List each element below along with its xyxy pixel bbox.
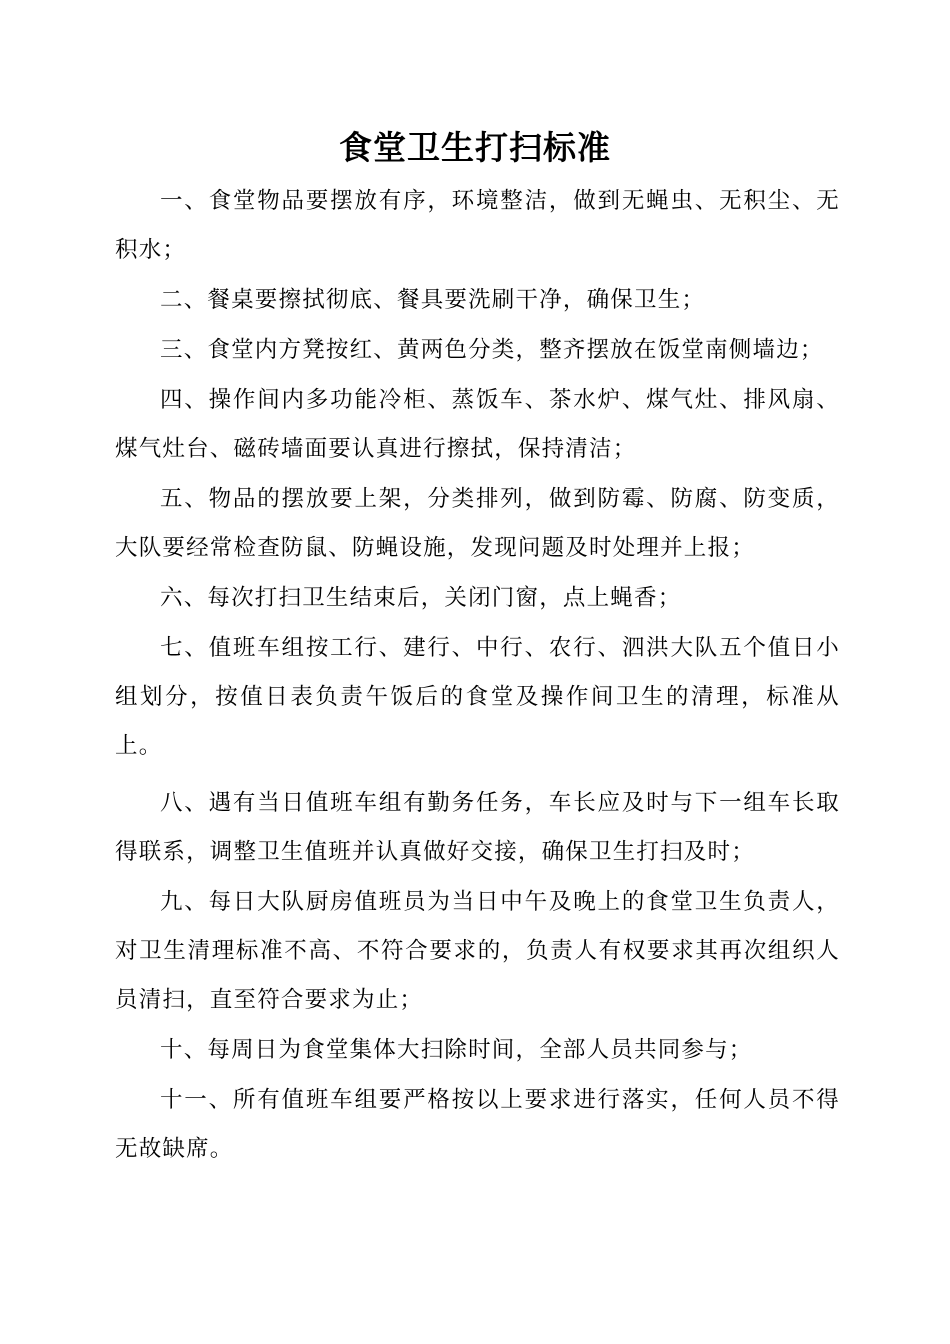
document-title: 食堂卫生打扫标准 <box>339 128 611 167</box>
paragraph-2: 二、餐桌要擦拭彻底、餐具要洗刷干净，确保卫生； <box>160 287 706 313</box>
paragraph-1: 一、食堂物品要摆放有序，环境整洁，做到无蝇虫、无积尘、无积水； <box>115 188 840 263</box>
paragraph-10: 十、每周日为食堂集体大扫除时间，全部人员共同参与； <box>160 1037 753 1063</box>
paragraph-8: 八、遇有当日值班车组有勤务任务，车长应及时与下一组车长取得联系，调整卫生值班并认真做好交接，确保卫生打扫及时； <box>115 790 840 865</box>
paragraph-7: 七、值班车组按工行、建行、中行、农行、泗洪大队五个值日小组划分，按值日表负责午饭后的食堂及操作间卫生的清理，标准从上。 <box>115 635 840 759</box>
paragraph-6: 六、每次打扫卫生结束后，关闭门窗，点上蝇香； <box>160 585 682 611</box>
paragraph-9: 九、每日大队厨房值班员为当日中午及晚上的食堂卫生负责人，对卫生清理标准不高、不符合要求的，负责人有权要求其再次组织人员清扫，直至符合要求为止； <box>115 889 840 1013</box>
paragraph-5: 五、物品的摆放要上架，分类排列，做到防霉、防腐、防变质，大队要经常检查防鼠、防蝇设施，发现问题及时处理并上报； <box>115 486 840 561</box>
document-body <box>115 177 840 1175</box>
paragraph-3: 三、食堂内方凳按红、黄两色分类，整齐摆放在饭堂南侧墙边； <box>160 337 824 363</box>
paragraph-11: 十一、所有值班车组要严格按以上要求进行落实，任何人员不得无故缺席。 <box>115 1087 840 1162</box>
paragraph-4: 四、操作间内多功能冷柜、蒸饭车、茶水炉、煤气灶、排风扇、煤气灶台、磁砖墙面要认真进行擦拭，保持清洁； <box>115 387 840 462</box>
